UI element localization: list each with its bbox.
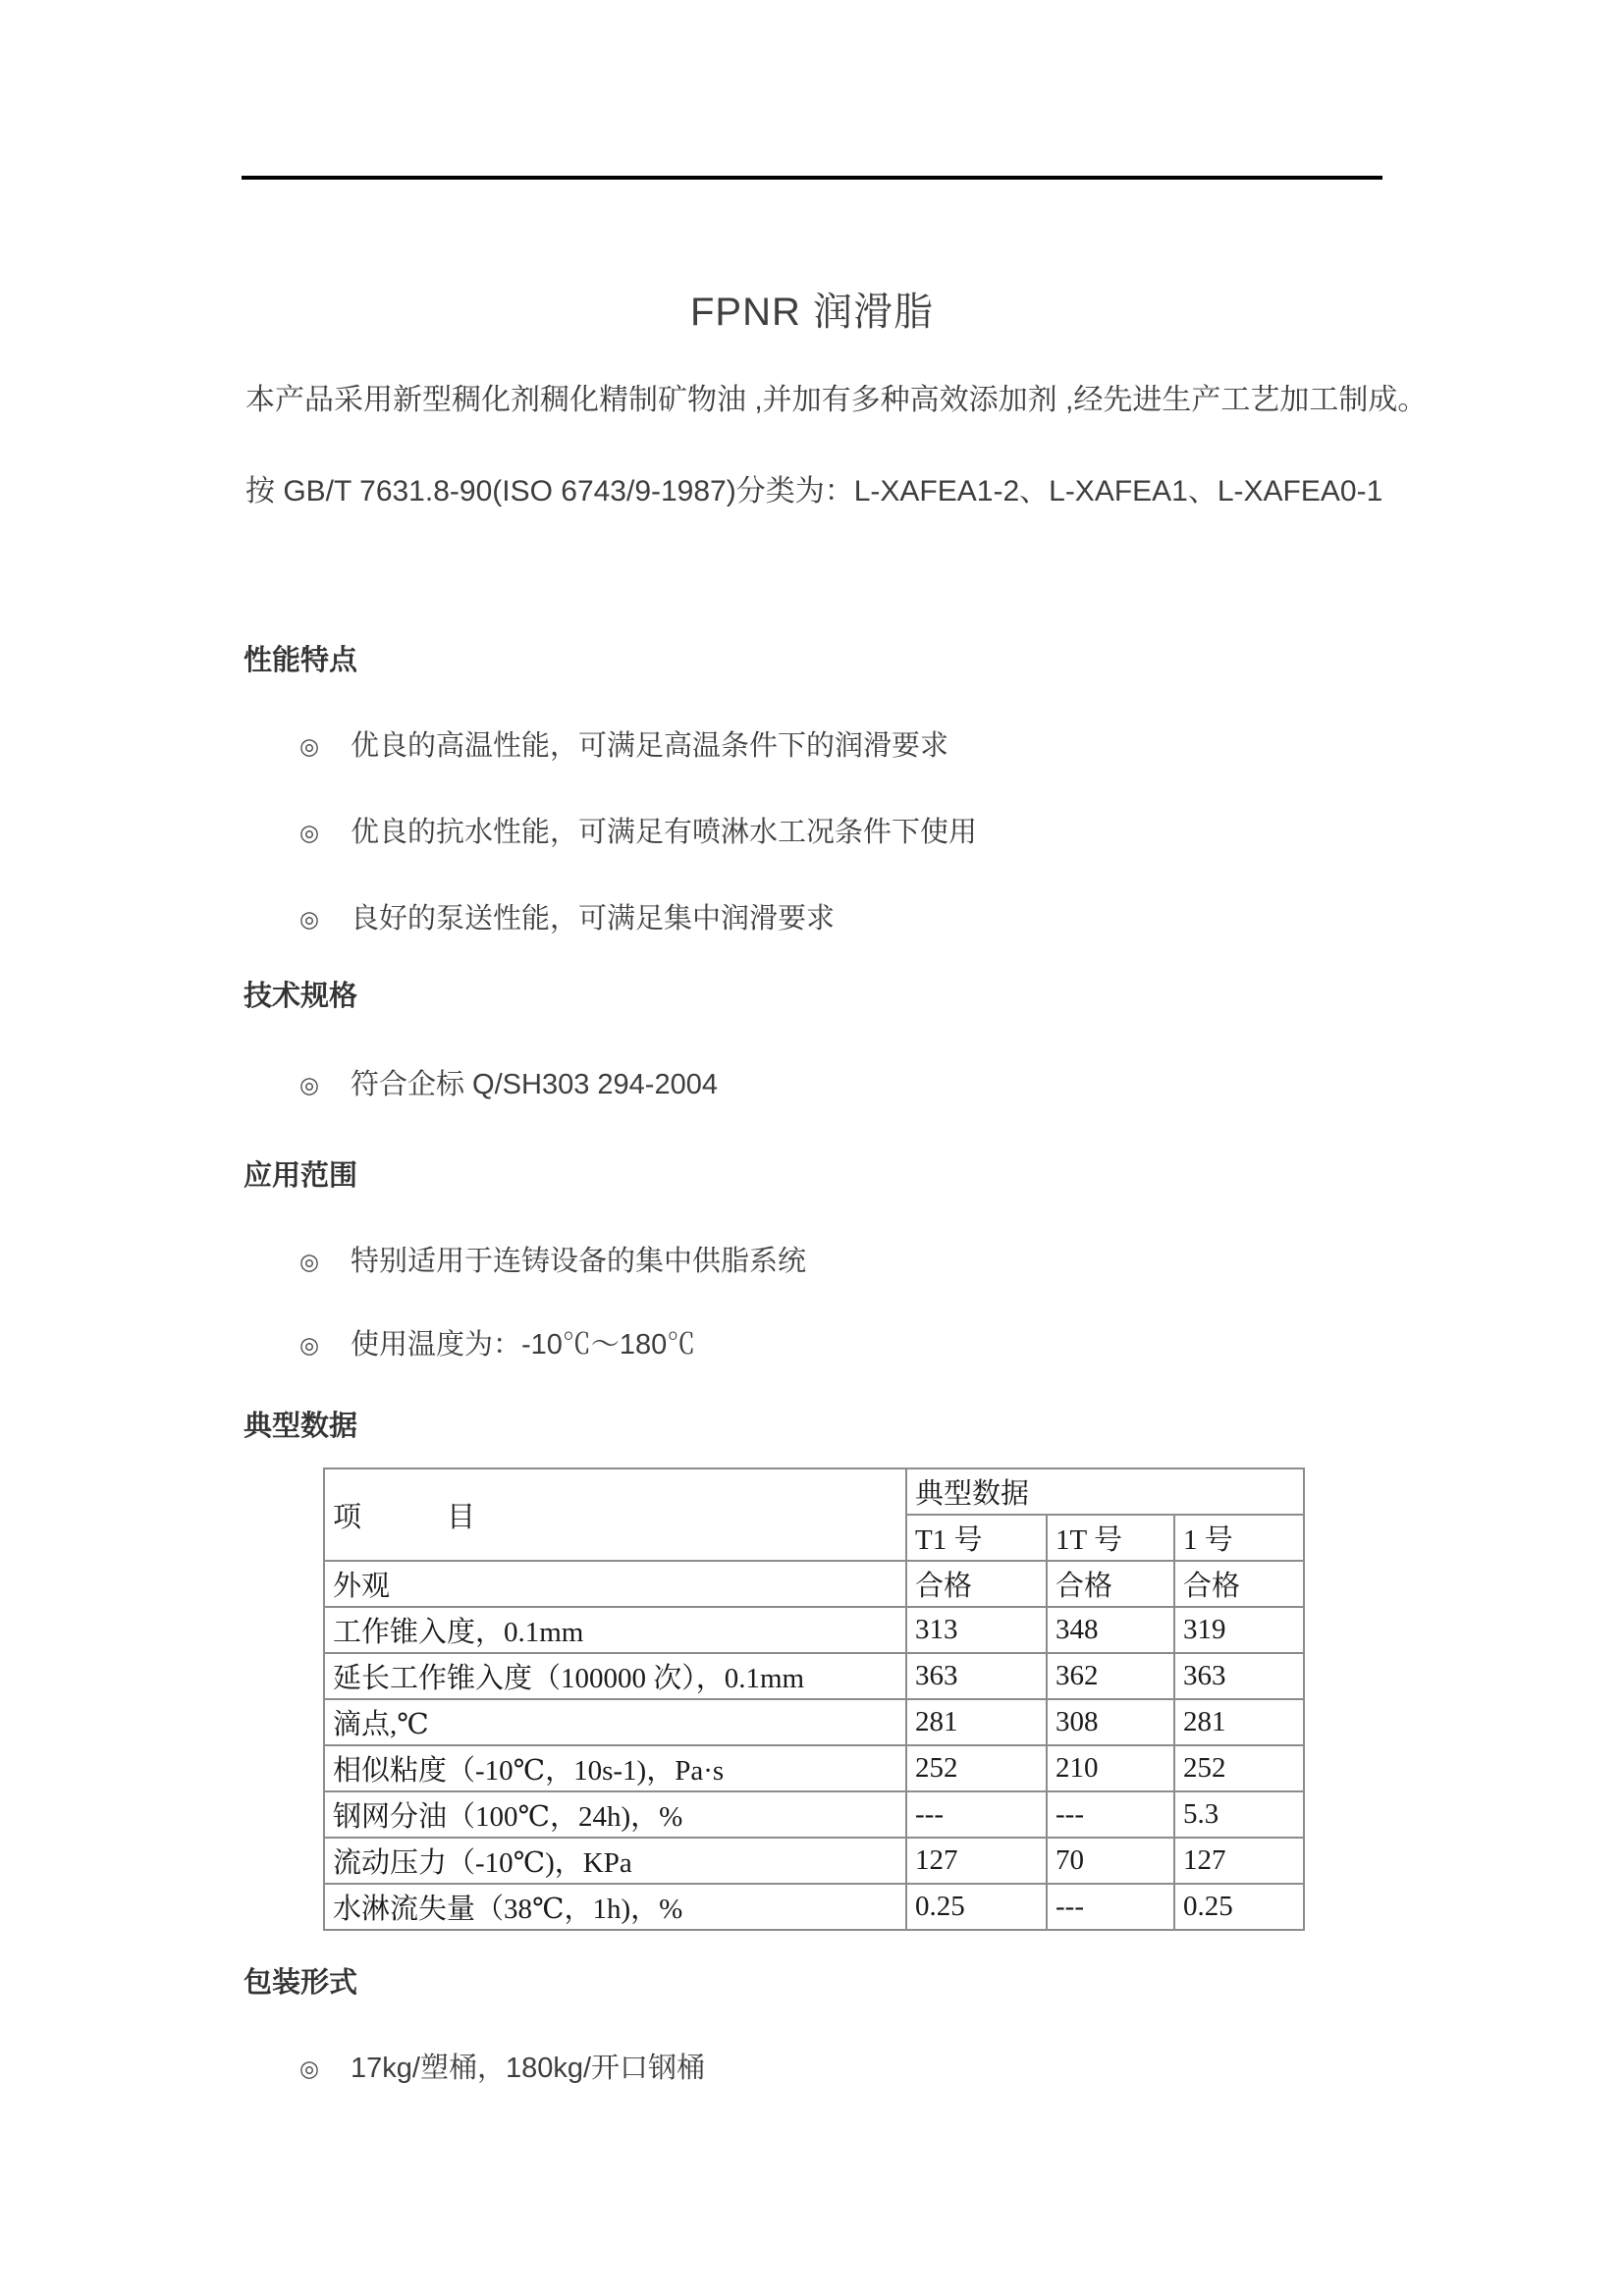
bullseye-icon: ◎ [299,1072,320,1097]
table-value-cell: 319 [1174,1607,1304,1653]
bullet-item [245,1325,1522,1364]
table-row [324,1561,1304,1607]
table-row [324,1838,1304,1884]
table-value-cell: --- [1047,1791,1174,1838]
table-grade-header-cell: 1T 号 [1047,1515,1174,1561]
table-value-cell: 281 [1174,1699,1304,1745]
bullet-item [245,813,1522,852]
table-row-label-cell: 相似粘度（-10℃，10s-1)，Pa·s [324,1745,906,1791]
table-row-label-cell: 外观 [324,1561,906,1607]
table-value-cell: 210 [1047,1745,1174,1791]
bullseye-icon: ◎ [299,820,320,845]
table-value-cell: 70 [1047,1838,1174,1884]
table-value-cell: 252 [906,1745,1047,1791]
table-value-cell: 362 [1047,1653,1174,1699]
table-value-cell: 127 [906,1838,1047,1884]
bullet-text: 优良的高温性能，可满足高温条件下的润滑要求 [351,730,949,762]
table-value-cell: 281 [906,1699,1047,1745]
table-value-cell: 313 [906,1607,1047,1653]
bullet-text: 良好的泵送性能，可满足集中润滑要求 [351,903,836,934]
bullet-text: 使用温度为：-10℃～180℃ [351,1329,696,1361]
table-value-cell: 348 [1047,1607,1174,1653]
bullet-item [245,899,1522,938]
table-value-cell: 0.25 [906,1884,1047,1930]
table-value-cell: 252 [1174,1745,1304,1791]
table-row [324,1607,1304,1653]
table-value-cell: 0.25 [1174,1884,1304,1930]
table-row [324,1791,1304,1838]
bullet-item [245,1242,1522,1281]
top-horizontal-rule [242,176,1382,180]
bullseye-icon: ◎ [299,1249,320,1274]
table-value-cell: 合格 [906,1561,1047,1607]
bullseye-icon: ◎ [299,906,320,932]
table-row [324,1884,1304,1930]
bullet-text: 17kg/塑桶，180kg/开口钢桶 [351,2053,706,2084]
table-value-cell: --- [1047,1884,1174,1930]
bullet-item [245,2049,1522,2088]
table-row-label-cell: 延长工作锥入度（100000 次），0.1mm [324,1653,906,1699]
table-value-cell: 合格 [1174,1561,1304,1607]
bullseye-icon: ◎ [299,1332,320,1358]
section-heading-typical-data: 典型数据 [244,1411,358,1442]
table-value-cell: 363 [906,1653,1047,1699]
section-heading-specs: 技术规格 [244,981,358,1012]
intro-paragraph-1: 本产品采用新型稠化剂稠化精制矿物油 ,并加有多种高效添加剂 ,经先进生产工艺加工制成。 [245,384,1428,416]
table-row-label-cell: 水淋流失量（38℃，1h)，% [324,1884,906,1930]
intro-paragraph-2: 按 GB/T 7631.8-90(ISO 6743/9-1987)分类为：L-XAFEA1-2、L-XAFEA1、L-XAFEA0-1 [245,475,1383,507]
bullet-text: 符合企标 Q/SH303 294-2004 [351,1069,718,1100]
table-item-header-cell: 项 目 [324,1468,906,1561]
bullseye-icon: ◎ [299,733,320,759]
table-row-label-cell: 工作锥入度，0.1mm [324,1607,906,1653]
table-value-cell: 合格 [1047,1561,1174,1607]
table-value-cell: 308 [1047,1699,1174,1745]
bullet-item [245,726,1522,766]
table-value-cell: 363 [1174,1653,1304,1699]
table-header-row-group [324,1468,1304,1515]
table-value-cell: 5.3 [1174,1791,1304,1838]
table-row-label-cell: 钢网分油（100℃，24h)，% [324,1791,906,1838]
section-heading-packaging: 包装形式 [244,1967,358,1999]
table-row-label-cell: 滴点,℃ [324,1699,906,1745]
table-value-cell: --- [906,1791,1047,1838]
page-title: FPNR 润滑脂 [690,291,934,334]
bullet-item [245,1065,1522,1104]
table-group-header-cell: 典型数据 [906,1468,1304,1515]
bullet-text: 优良的抗水性能，可满足有喷淋水工况条件下使用 [351,817,978,848]
table-row-label-cell: 流动压力（-10℃)，KPa [324,1838,906,1884]
bullseye-icon: ◎ [299,2056,320,2081]
table-grade-header-cell: T1 号 [906,1515,1047,1561]
table-row [324,1699,1304,1745]
bullet-text: 特别适用于连铸设备的集中供脂系统 [351,1246,807,1277]
table-row [324,1653,1304,1699]
table-row [324,1745,1304,1791]
section-heading-performance: 性能特点 [244,645,358,676]
table-grade-header-cell: 1 号 [1174,1515,1304,1561]
table-value-cell: 127 [1174,1838,1304,1884]
typical-data-table [323,1468,1305,1931]
section-heading-application: 应用范围 [244,1160,358,1192]
